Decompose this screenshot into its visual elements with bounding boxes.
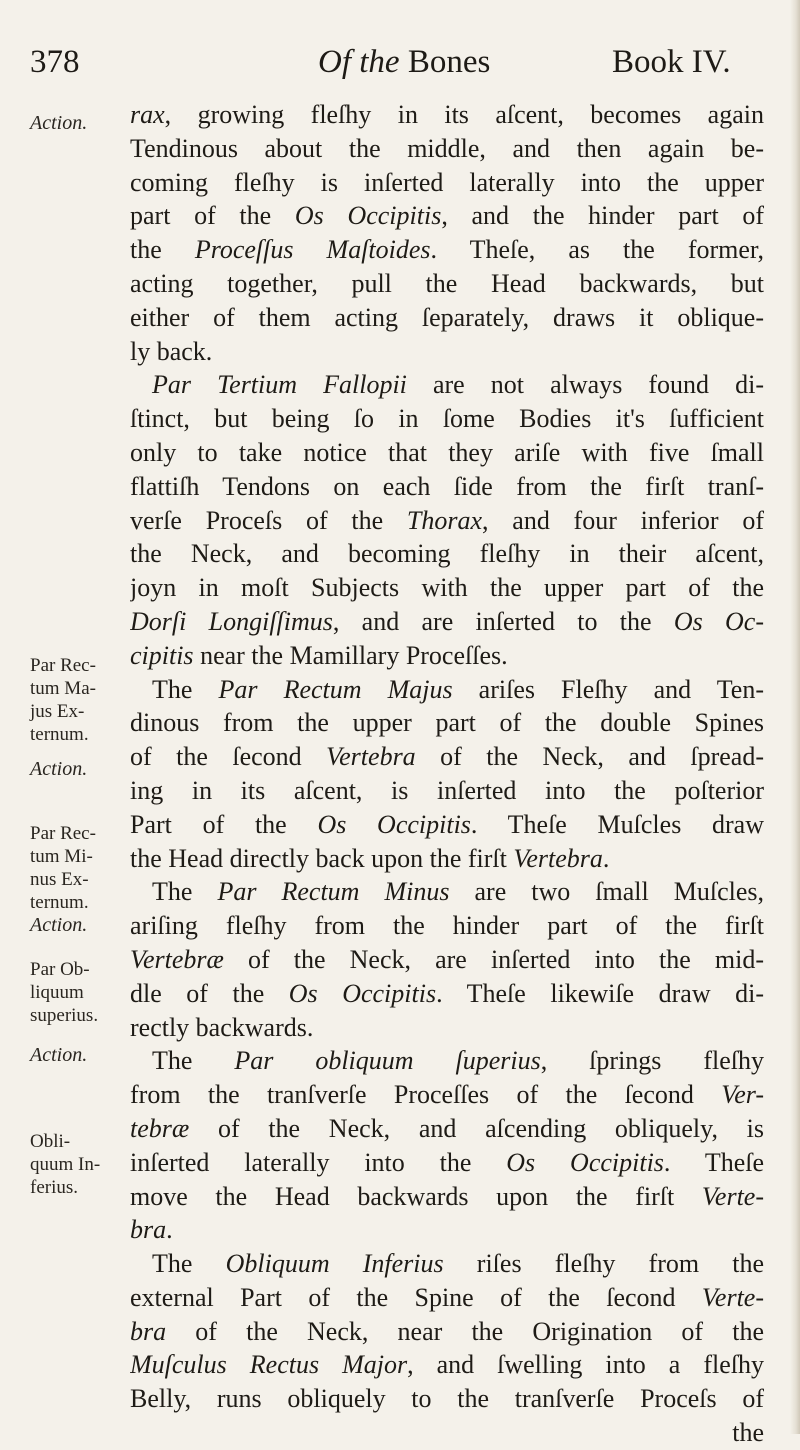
text-line [130,537,764,571]
text-line [130,673,764,707]
text-segment: ariſes Fleſhy and Ten- [452,674,764,704]
text-segment: Part of the [130,809,318,839]
text-line [130,808,764,842]
italic-term: Par obliquum ſuperius [234,1046,541,1076]
text-segment: The [152,674,219,704]
text-segment: , and ſwelling into a fleſhy [407,1350,764,1380]
italic-term: bra [130,1215,167,1245]
text-segment: either of them acting ſeparately, draws it oblique- [130,302,764,332]
text-line [130,740,764,774]
text-line [130,909,764,943]
text-segment: ly back. [130,336,213,366]
page-edge [790,0,800,1434]
text-segment: Tendinous about the middle, and then again be- [130,133,764,163]
text-segment: . Theſe, as the former, [430,235,764,265]
text-segment: , and the hinder part of [441,201,764,231]
text-segment: The [152,1249,226,1279]
text-segment: acting together, pull the Head backwards, but [130,268,764,298]
italic-term: Par Tertium Fallopii [152,370,407,400]
text-segment: . Theſe Muſcles draw [470,809,764,839]
text-segment: , growing fleſhy in its aſcent, becomes again [164,100,764,129]
margin-note-obliquum-inferius [30,1130,126,1199]
text-segment: external Part of the Spine of the ſecond [130,1282,702,1312]
margin-note-par-rectum-majus [30,654,126,746]
book-label: Book IV. [612,44,731,80]
text-line [130,1180,764,1214]
margin-note-line: tum Mi- [30,846,93,867]
text-line [130,301,764,335]
text-segment: . [166,1215,173,1245]
text-line [130,402,764,436]
italic-term: Os Occipitis [294,201,442,231]
text-line [130,335,764,369]
margin-note-action: Action. [30,1044,88,1066]
text-line [130,1112,764,1146]
text-line [130,436,764,470]
italic-term: Os Oc- [673,606,764,636]
text-segment: riſes fleſhy from the [443,1249,764,1279]
text-segment: move the Head backwards upon the firſt [130,1181,702,1211]
text-line [130,132,764,166]
running-title-prefix: Of the [318,44,400,80]
text-segment: near the Mamillary Proceſſes. [193,640,508,670]
italic-term: Thorax [406,505,483,535]
text-segment: of the Neck, and ſpread- [415,742,764,772]
text-line [130,1382,764,1416]
text-segment: . Theſe likewiſe draw di- [436,978,764,1008]
text-line [130,1011,764,1045]
text-segment: flattiſh Tendons on each ſide from the firſt tranſ- [130,471,764,501]
text-segment [130,370,152,399]
text-segment: of the Neck, are inſerted into the mid- [223,944,764,974]
italic-term: Par Rectum Majus [218,674,453,704]
italic-term: Os Occipitis [317,809,471,839]
body-text [130,98,764,1450]
italic-term: Os Occipitis [506,1147,664,1177]
text-segment: ariſing fleſhy from the hinder part of the firſt [130,911,764,941]
margin-note-line: ternum. [30,892,89,913]
margin-note-action: Action. [30,914,88,936]
margin-note-line: Par Rec- [30,655,96,676]
margin-note-line: tum Ma- [30,678,96,699]
text-segment: ſtinct, but being ſo in ſome Bodies it's ſufficient [130,404,764,434]
running-header [0,44,800,94]
text-line [130,470,764,504]
text-segment: inſerted laterally into the [130,1147,507,1177]
text-line [130,943,764,977]
text-line [130,706,764,740]
text-segment: coming fleſhy is inſerted laterally into the upper [130,167,764,197]
text-line [130,639,764,673]
text-line [130,571,764,605]
margin-note-line: Obli- [30,1131,71,1152]
text-segment: verſe Proceſs of the [130,505,407,535]
margin-note-line: ferius. [30,1177,79,1198]
text-segment: are not always found di- [406,370,764,400]
text-segment: joyn in moſt Subjects with the upper part of the [130,573,764,603]
text-segment: . [602,843,610,873]
text-segment: Belly, runs obliquely to the tranſverſe Proceſs of [130,1384,764,1414]
text-segment: part of the [130,201,295,231]
text-line [130,774,764,808]
text-segment: . Theſe [663,1147,764,1177]
page-number: 378 [30,44,80,80]
text-line [130,233,764,267]
margin-note-line: superius. [30,1005,99,1026]
italic-term: Verte- [701,1181,764,1211]
italic-term: Vertebra [513,843,603,873]
italic-term: Obliquum Inferius [225,1249,444,1279]
italic-term: Ver- [721,1080,764,1110]
running-title [318,44,490,81]
text-segment: the [130,235,195,265]
italic-term: rax [130,100,165,129]
text-segment: dinous from the upper part of the double Spines [130,708,764,738]
margin-note-par-rectum-minus [30,822,126,914]
italic-term: cipitis [130,640,194,670]
margin-note-action: Action. [30,758,88,780]
text-line [130,1044,764,1078]
text-segment: are two ſmall Muſcles, [449,877,764,907]
text-segment: , and are inſerted to the [332,606,674,636]
text-segment: rectly backwards. [130,1012,314,1042]
text-segment: of the Neck, near the Origination of the [166,1316,764,1346]
text-line [130,98,764,132]
text-line [130,166,764,200]
text-segment: only to take notice that they ariſe with five ſmall [130,437,764,467]
margin-note-par-obliquum-superius [30,958,126,1027]
italic-term: tebræ [130,1113,190,1143]
text-segment: from the tranſverſe Proceſſes of the ſecond [130,1080,722,1110]
italic-term: Proceſſus Maſtoides [194,235,431,265]
text-segment: , and four inferior of [482,505,764,535]
text-segment: the [732,1418,764,1448]
text-line [130,1416,764,1450]
text-line [130,1247,764,1281]
text-line [130,504,764,538]
text-line [130,267,764,301]
text-line [130,605,764,639]
italic-term: Par Rectum Minus [217,877,450,907]
text-line [130,1315,764,1349]
text-line [130,1078,764,1112]
text-segment: The [152,877,218,907]
text-line [130,875,764,909]
italic-term: Verte- [701,1282,764,1312]
margin-note-line: Par Ob- [30,959,90,980]
italic-term: Dorſi Longiſſimus [130,606,333,636]
text-segment: of the Neck, and aſcending obliquely, is [189,1113,764,1143]
text-line [130,1146,764,1180]
text-segment: of the ſecond [130,742,327,772]
running-title-main: Bones [407,44,491,80]
text-line [130,368,764,402]
margin-note-line: Par Rec- [30,823,96,844]
text-line [130,977,764,1011]
italic-term: Muſculus Rectus Major [130,1350,408,1380]
text-line [130,1213,764,1247]
text-line [130,842,764,876]
text-segment: The [152,1046,235,1076]
margin-note-line: quum In- [30,1154,101,1175]
text-line [130,1348,764,1382]
italic-term: Vertebra [326,742,416,772]
text-segment: ing in its aſcent, is inſerted into the poſterior [130,775,764,805]
text-segment: dle of the [130,978,289,1008]
italic-term: bra [130,1316,167,1346]
margin-note-line: jus Ex- [30,701,85,722]
text-line [130,199,764,233]
margin-note-line: ternum. [30,724,89,745]
margin-note-line: liquum [30,982,84,1003]
text-segment: the Neck, and becoming fleſhy in their aſcent, [130,539,764,569]
margin-note-line: nus Ex- [30,869,89,890]
text-line [130,1281,764,1315]
italic-term: Os Occipitis [288,978,437,1008]
margin-note-action: Action. [30,112,88,134]
italic-term: Vertebræ [130,944,224,974]
text-segment: , ſprings fleſhy [540,1046,764,1076]
text-segment: the Head directly back upon the firſt [130,843,514,873]
